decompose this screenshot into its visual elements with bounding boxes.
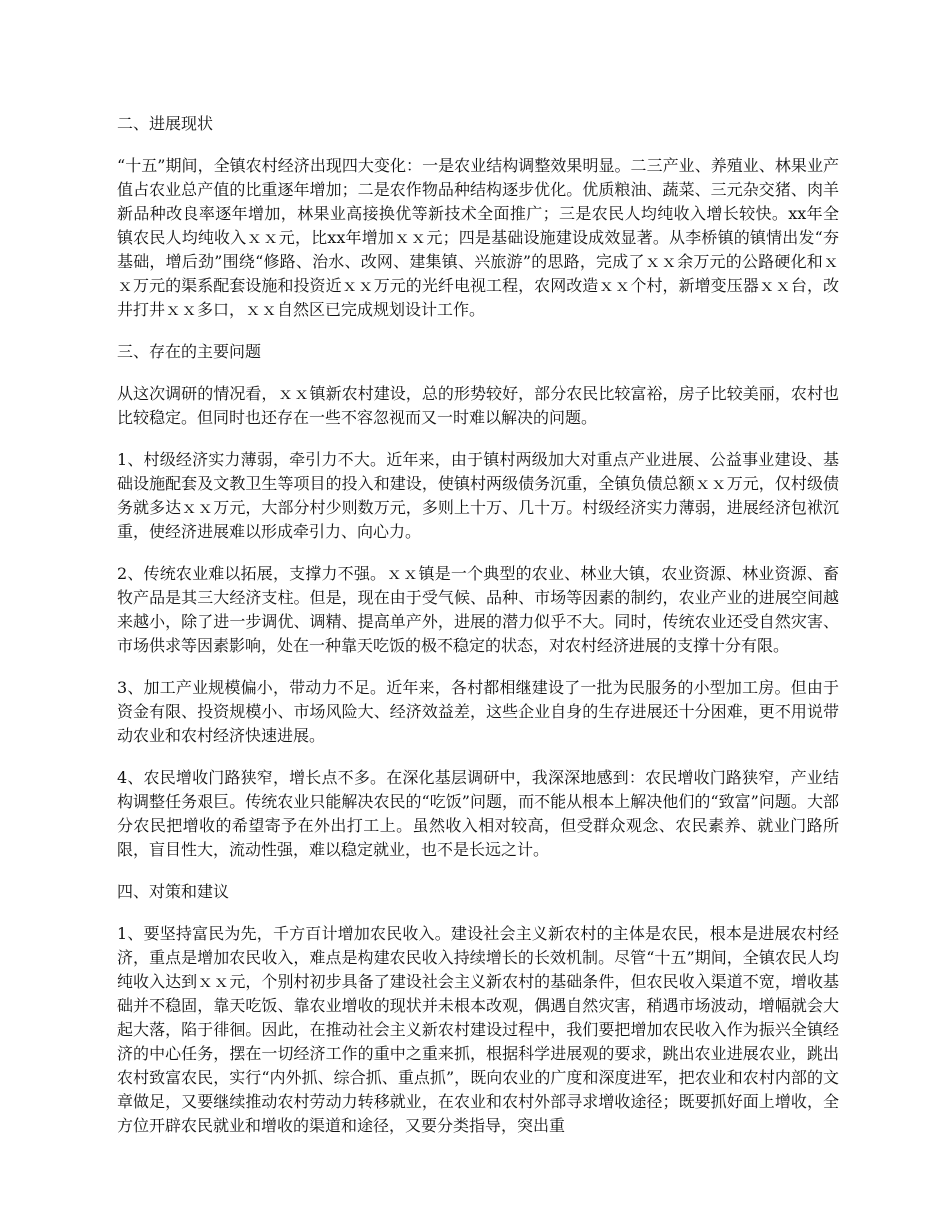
paragraph-problem-1: 1、村级经济实力薄弱，牵引力不大。近年来，由于镇村两级加大对重点产业进展、公益事业建设、基础设施配套及文教卫生等项目的投入和建设，使镇村两级债务沉重，全镇负债总额ｘｘ万元，仅村级债务就多达ｘｘ万元，大部分村少则数万元，多则上十万、几十万。村级经济实力薄弱，进展经济包袱沉重，使经济进展难以形成牵引力、向心力。 <box>117 450 839 541</box>
section-heading-problems: 三、存在的主要问题 <box>117 342 262 361</box>
paragraph-problem-4: 4、农民增收门路狭窄，增长点不多。在深化基层调研中，我深深地感到：农民增收门路狭窄，产业结构调整任务艰巨。传统农业只能解决农民的“吃饭”问题，而不能从根本上解决他们的“致富”问题。大部分农民把增收的希望寄予在外出打工上。虽然收入相对较高，但受群众观念、农民素养、就业门路所限，盲目性大，流动性强，难以稳定就业，也不是长远之计。 <box>117 768 839 859</box>
paragraph-suggestion-1: 1、要坚持富民为先，千方百计增加农民收入。建设社会主义新农村的主体是农民，根本是进展农村经济，重点是增加农民收入，难点是构建农民收入持续增长的长效机制。尽管“十五”期间，全镇农民人均纯收入达到ｘｘ元，个别村初步具备了建设社会主义新农村的基础条件，但农民收入渠道不宽，增收基础并不稳固，靠天吃饭、靠农业增收的现状并未根本改观，偶遇自然灾害，稍遇市场波动，增幅就会大起大落，陷于徘徊。因此，在推动社会主义新农村建设过程中，我们要把增加农民收入作为振兴全镇经济的中心任务，摆在一切经济工作的重中之重来抓，根据科学进展观的要求，跳出农业进展农业，跳出农村致富农民，实行“内外抓、综合抓、重点抓”，既向农业的广度和深度进军，把农业和农村内部的文章做足，又要继续推动农村劳动力转移就业，在农业和农村外部寻求增收途径；既要抓好面上增收，全方位开辟农民就业和增收的渠道和途径，又要分类指导，突出重 <box>117 924 839 1135</box>
paragraph-problem-3: 3、加工产业规模偏小，带动力不足。近年来，各村都相继建设了一批为民服务的小型加工房。但由于资金有限、投资规模小、市场风险大、经济效益差，这些企业自身的生存进展还十分困难，更不用说带动农业和农村经济快速进展。 <box>117 678 839 745</box>
paragraph-problem-2: 2、传统农业难以拓展，支撑力不强。ｘｘ镇是一个典型的农业、林业大镇，农业资源、林业资源、畜牧产品是其三大经济支柱。但是，现在由于受气候、品种、市场等因素的制约，农业产业的进展空间越来越小，除了进一步调优、调精、提高单产外，进展的潜力似乎不大。同时，传统农业还受自然灾害、市场供求等因素影响，处在一种靠天吃饭的极不稳定的状态，对农村经济进展的支撑十分有限。 <box>117 564 839 655</box>
paragraph-problems-intro: 从这次调研的情况看，ｘｘ镇新农村建设，总的形势较好，部分农民比较富裕，房子比较美丽，农村也比较稳定。但同时也还存在一些不容忽视而又一时难以解决的问题。 <box>117 384 839 427</box>
section-heading-progress: 二、进展现状 <box>117 114 214 133</box>
document-body <box>117 112 839 1156</box>
paragraph-progress: “十五”期间，全镇农村经济出现四大变化：一是农业结构调整效果明显。二三产业、养殖业、林果业产值占农业总产值的比重逐年增加；二是农作物品种结构逐步优化。优质粮油、蔬菜、三元杂交猪、肉羊新品种改良率逐年增加，林果业高接换优等新技术全面推广；三是农民人均纯收入增长较快。xx年全镇农民人均纯收入ｘｘ元，比xx年增加ｘｘ元；四是基础设施建设成效显著。从李桥镇的镇情出发“夯基础，增后劲”围绕“修路、治水、改网、建集镇、兴旅游”的思路，完成了ｘｘ余万元的公路硬化和ｘｘ万元的渠系配套设施和投资近ｘｘ万元的光纤电视工程，农网改造ｘｘ个村，新增变压器ｘｘ台，改井打井ｘｘ多口，ｘｘ自然区已完成规划设计工作。 <box>117 156 839 319</box>
section-heading-suggestions: 四、对策和建议 <box>117 882 230 901</box>
